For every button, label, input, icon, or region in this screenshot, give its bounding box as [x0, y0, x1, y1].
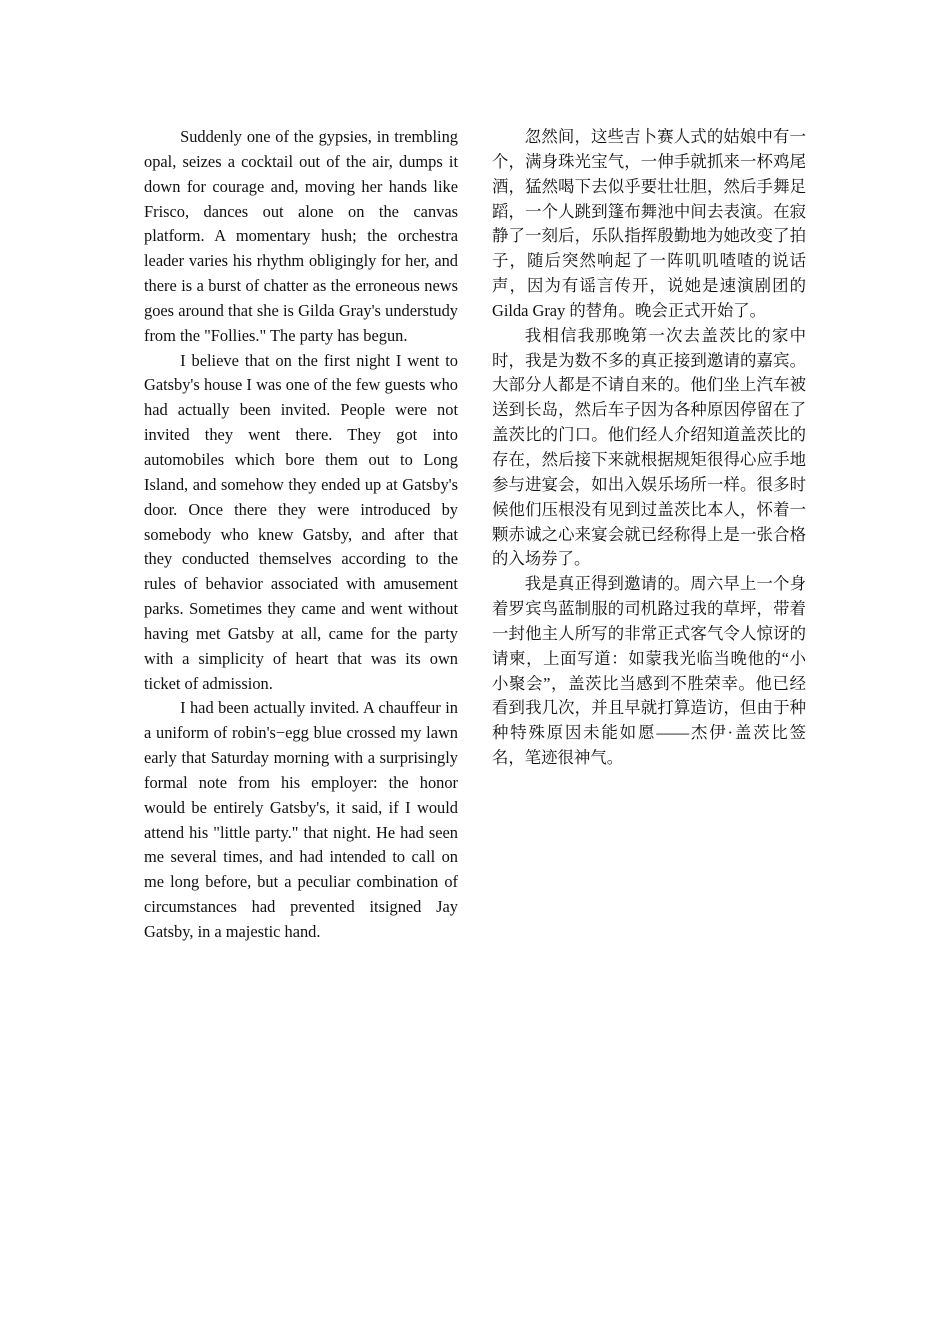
chinese-paragraph-3: 我是真正得到邀请的。周六早上一个身着罗宾鸟蓝制服的司机路过我的草坪，带着一封他主人所写的非常正式客气令人惊讶的请柬，上面写道：如蒙我光临当晚他的“小小聚会”，盖茨比当感到不胜荣幸。他已经看到我几次，并且早就打算造访，但由于种种特殊原因未能如愿——杰伊·盖茨比签名，笔迹很神气。: [492, 574, 806, 768]
english-paragraph-1: Suddenly one of the gypsies, in trembling opal, seizes a cocktail out of the air, dumps it down for courage and, moving her hands like Frisco, dances out alone on the canvas platform. A momentary hush; the orchestra leader varies his rhythm obligingly for her, and there is a burst of chatter as the erroneous news goes around that she is Gilda Gray's understudy from the "Follies." The party has begun.: [144, 127, 458, 345]
chinese-paragraph-2: 我相信我那晚第一次去盖茨比的家中时，我是为数不多的真正接到邀请的嘉宾。大部分人都是不请自来的。他们坐上汽车被送到长岛，然后车子因为各种原因停留在了盖茨比的门口。他们经人介绍知道盖茨比的存在，然后接下来就根据规矩很得心应手地参与进宴会，如出入娱乐场所一样。很多时候他们压根没有见到过盖茨比本人，怀着一颗赤诚之心来宴会就已经称得上是一张合格的入场券了。: [492, 325, 806, 569]
english-paragraph-3: I had been actually invited. A chauffeur in a uniform of robin's−egg blue crossed my lawn early that Saturday morning with a surprisingly formal note from his employer: the honor would be entirely Gatsby's, it said, if I would attend his "little party." that night. He had seen me several times, and had intended to call on me long before, but a peculiar combination of circumstances had prevented itsigned Jay Gatsby, in a majestic hand.: [144, 698, 458, 941]
chinese-column: [492, 125, 806, 771]
chinese-paragraph-1: 忽然间，这些吉卜赛人式的姑娘中有一个，满身珠光宝气，一伸手就抓来一杯鸡尾酒，猛然喝下去似乎要壮壮胆，然后手舞足蹈，一个人跳到篷布舞池中间去表演。在寂静了一刻后，乐队指挥殷勤地为她改变了拍子，随后突然响起了一阵叽叽喳喳的说话声，因为有谣言传开，说她是速演剧团的 Gilda Gray 的替角。晚会正式开始了。: [492, 127, 806, 320]
english-paragraph-2: I believe that on the first night I went to Gatsby's house I was one of the few guests who had actually been invited. People were not invited they went there. They got into automobiles which bore them out to Long Island, and somehow they ended up at Gatsby's door. Once there they were introduced by somebody who knew Gatsby, and after that they conducted themselves according to the rules of behavior associated with amusement parks. Sometimes they came and went without having met Gatsby at all, came for the party with a simplicity of heart that was its own ticket of admission.: [144, 350, 458, 693]
english-column: [144, 125, 458, 945]
